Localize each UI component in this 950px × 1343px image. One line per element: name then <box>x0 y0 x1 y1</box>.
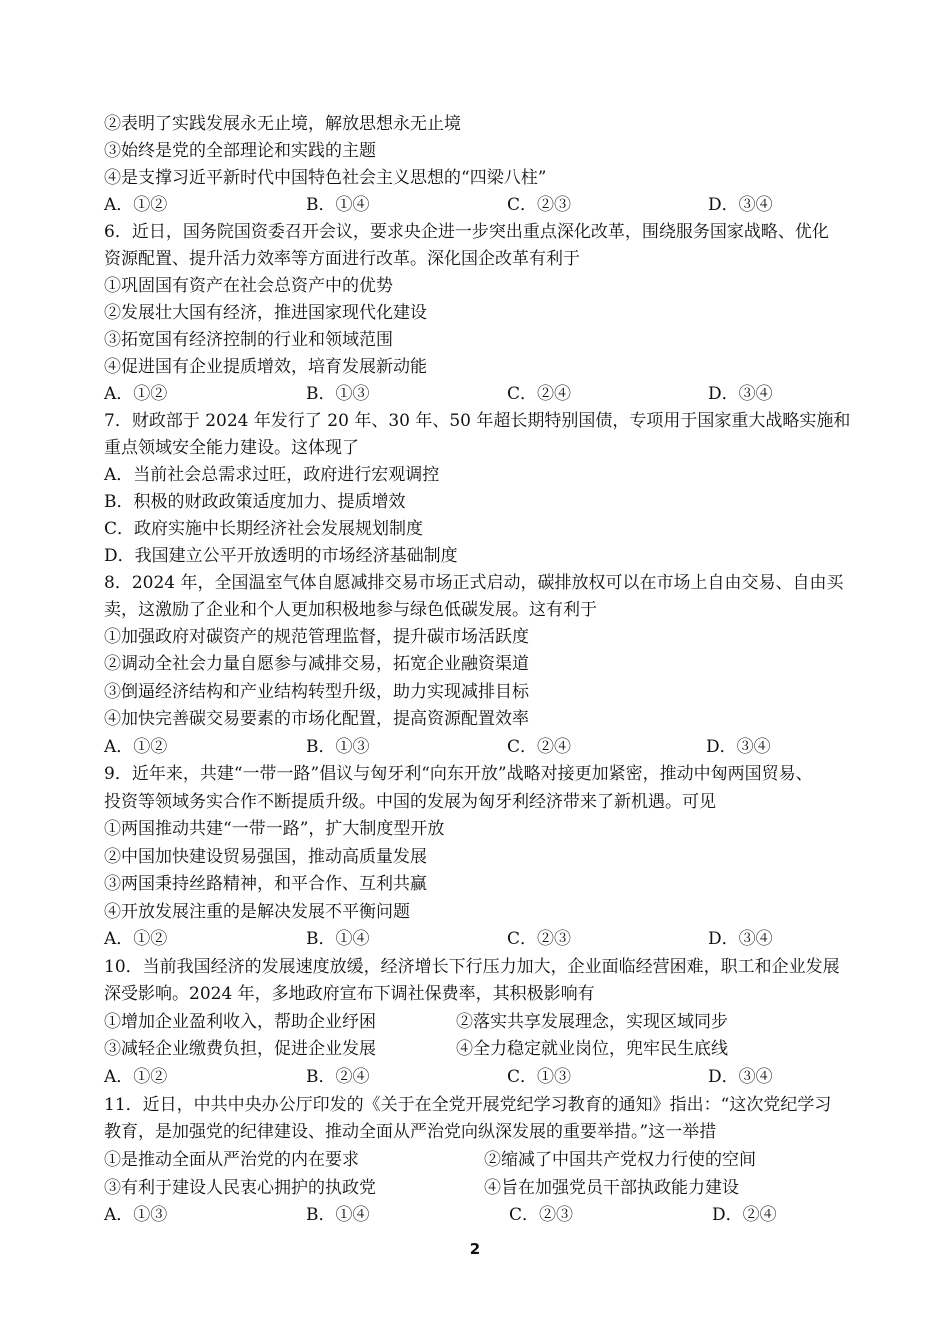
q7-choice-d[interactable]: D．我国建立公平开放透明的市场经济基础制度 <box>104 546 458 566</box>
q9-option-a[interactable]: A．①② <box>104 929 168 949</box>
q11-options <box>104 1204 804 1226</box>
q11-option-b[interactable]: B．①④ <box>306 1205 370 1225</box>
q10-item-1: ①增加企业盈利收入，帮助企业纾困 <box>104 1012 376 1032</box>
q5-option-b[interactable]: B．①④ <box>306 195 370 215</box>
q8-item-4: ④加快完善碳交易要素的市场化配置，提高资源配置效率 <box>104 709 529 729</box>
q11-items-row-1 <box>104 1149 804 1171</box>
q10-options <box>104 1066 804 1088</box>
q10-item-3: ③减轻企业缴费负担，促进企业发展 <box>104 1039 376 1059</box>
q10-items-row-1 <box>104 1011 804 1033</box>
q10-option-d[interactable]: D．③④ <box>708 1067 773 1087</box>
q7-choice-c[interactable]: C．政府实施中长期经济社会发展规划制度 <box>104 519 424 539</box>
q8-option-a[interactable]: A．①② <box>104 737 168 757</box>
q11-items-row-2 <box>104 1177 804 1199</box>
q11-item-1: ①是推动全面从严治党的内在要求 <box>104 1150 359 1170</box>
q6-stem-line-1: 6．近日，国务院国资委召开会议，要求央企进一步突出重点深化改革，围绕服务国家战略、优化 <box>104 222 829 242</box>
q11-stem-line-1: 11．近日，中共中央办公厅印发的《关于在全党开展党纪学习教育的通知》指出：“这次党纪学习 <box>104 1095 832 1115</box>
q6-item-2: ②发展壮大国有经济，推进国家现代化建设 <box>104 303 427 323</box>
q9-stem-line-1: 9．近年来，共建“一带一路”倡议与匈牙利“向东开放”战略对接更加紧密，推动中匈两国贸易、 <box>104 764 813 784</box>
q6-option-d[interactable]: D．③④ <box>708 384 773 404</box>
q7-choice-a[interactable]: A．当前社会总需求过旺，政府进行宏观调控 <box>104 465 440 485</box>
q10-stem-line-2: 深受影响。2024 年，多地政府宣布下调社保费率，其积极影响有 <box>104 984 595 1004</box>
q5-item-4: ④是支撑习近平新时代中国特色社会主义思想的“四梁八柱” <box>104 168 547 188</box>
q10-items-row-2 <box>104 1038 804 1060</box>
q8-option-c[interactable]: C．②④ <box>507 737 572 757</box>
q8-item-2: ②调动全社会力量自愿参与减排交易，拓宽企业融资渠道 <box>104 654 529 674</box>
q5-option-d[interactable]: D．③④ <box>708 195 773 215</box>
q8-option-d[interactable]: D．③④ <box>706 737 771 757</box>
q11-item-4: ④旨在加强党员干部执政能力建设 <box>484 1178 739 1198</box>
q9-item-1: ①两国推动共建“一带一路”，扩大制度型开放 <box>104 819 445 839</box>
q9-option-b[interactable]: B．①④ <box>306 929 370 949</box>
q5-item-3: ③始终是党的全部理论和实践的主题 <box>104 141 376 161</box>
q9-option-c[interactable]: C．②③ <box>507 929 572 949</box>
q10-option-b[interactable]: B．②④ <box>306 1067 370 1087</box>
q11-option-a[interactable]: A．①③ <box>104 1205 168 1225</box>
q9-stem-line-2: 投资等领域务实合作不断提质升级。中国的发展为匈牙利经济带来了新机遇。可见 <box>104 792 716 812</box>
q6-item-3: ③拓宽国有经济控制的行业和领域范围 <box>104 330 393 350</box>
q10-option-c[interactable]: C．①③ <box>507 1067 572 1087</box>
q6-option-c[interactable]: C．②④ <box>507 384 572 404</box>
q6-option-a[interactable]: A．①② <box>104 384 168 404</box>
q7-stem-line-2: 重点领域安全能力建设。这体现了 <box>104 438 359 458</box>
q5-options <box>104 194 804 216</box>
q8-stem-line-1: 8．2024 年，全国温室气体自愿减排交易市场正式启动，碳排放权可以在市场上自由交易、自由买 <box>104 573 844 593</box>
q11-option-d[interactable]: D．②④ <box>712 1205 777 1225</box>
q9-option-d[interactable]: D．③④ <box>708 929 773 949</box>
q11-option-c[interactable]: C．②③ <box>509 1205 574 1225</box>
q8-item-1: ①加强政府对碳资产的规范管理监督，提升碳市场活跃度 <box>104 627 529 647</box>
q10-option-a[interactable]: A．①② <box>104 1067 168 1087</box>
q9-item-4: ④开放发展注重的是解决发展不平衡问题 <box>104 902 410 922</box>
q6-item-1: ①巩固国有资产在社会总资产中的优势 <box>104 276 393 296</box>
q6-option-b[interactable]: B．①③ <box>306 384 370 404</box>
q9-options <box>104 928 804 950</box>
q10-item-4: ④全力稳定就业岗位，兜牢民生底线 <box>456 1039 728 1059</box>
q11-stem-line-2: 教育，是加强党的纪律建设、推动全面从严治党向纵深发展的重要举措。”这一举措 <box>104 1122 717 1142</box>
q8-item-3: ③倒逼经济结构和产业结构转型升级，助力实现减排目标 <box>104 682 529 702</box>
q11-item-2: ②缩减了中国共产党权力行使的空间 <box>484 1150 756 1170</box>
q11-item-3: ③有利于建设人民衷心拥护的执政党 <box>104 1178 376 1198</box>
q8-options <box>104 736 804 758</box>
q5-option-c[interactable]: C．②③ <box>507 195 572 215</box>
q7-choice-b[interactable]: B．积极的财政政策适度加力、提质增效 <box>104 492 406 512</box>
q6-item-4: ④促进国有企业提质增效，培育发展新动能 <box>104 357 427 377</box>
q9-item-2: ②中国加快建设贸易强国，推动高质量发展 <box>104 847 427 867</box>
page-number: 2 <box>469 1240 481 1258</box>
q8-option-b[interactable]: B．①③ <box>306 737 370 757</box>
q6-options <box>104 383 804 405</box>
q8-stem-line-2: 卖，这激励了企业和个人更加积极地参与绿色低碳发展。这有利于 <box>104 600 597 620</box>
q5-item-2: ②表明了实践发展永无止境，解放思想永无止境 <box>104 114 461 134</box>
q5-option-a[interactable]: A．①② <box>104 195 168 215</box>
q7-stem-line-1: 7．财政部于 2024 年发行了 20 年、30 年、50 年超长期特别国债，专项用于国家重大战略实施和 <box>104 411 851 431</box>
q10-stem-line-1: 10．当前我国经济的发展速度放缓，经济增长下行压力加大，企业面临经营困难，职工和企业发展 <box>104 957 840 977</box>
q6-stem-line-2: 资源配置、提升活力效率等方面进行改革。深化国企改革有利于 <box>104 249 580 269</box>
q10-item-2: ②落实共享发展理念，实现区域同步 <box>456 1012 728 1032</box>
q9-item-3: ③两国秉持丝路精神，和平合作、互利共赢 <box>104 874 427 894</box>
